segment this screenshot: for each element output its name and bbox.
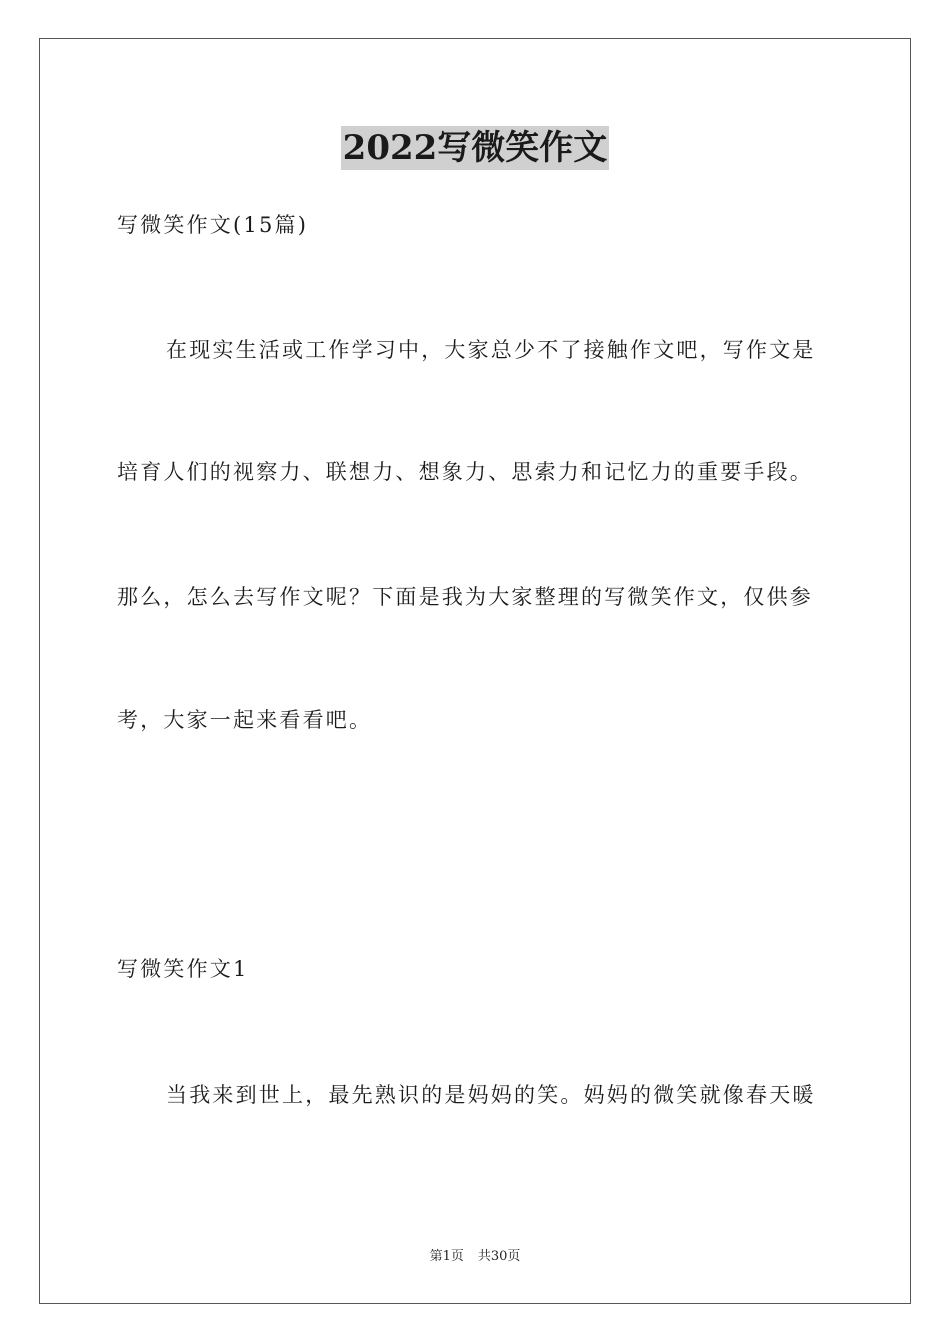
document-title: 2022写微笑作文	[342, 128, 608, 168]
page-footer	[0, 1248, 950, 1266]
section-heading: 写微笑作文1	[117, 957, 249, 981]
intro-line-1: 在现实生活或工作学习中，大家总少不了接触作文吧，写作文是	[166, 338, 816, 362]
intro-line-3: 那么，怎么去写作文呢？下面是我为大家整理的写微笑作文，仅供参	[117, 585, 813, 609]
document-subtitle: 写微笑作文(15篇)	[117, 213, 309, 237]
intro-line-4: 考，大家一起来看看吧。	[117, 708, 373, 732]
intro-line-2: 培育人们的视察力、联想力、想象力、思索力和记忆力的重要手段。	[117, 460, 813, 484]
section-first-line: 当我来到世上，最先熟识的是妈妈的笑。妈妈的微笑就像春天暖	[166, 1083, 816, 1107]
title-container	[0, 126, 950, 170]
page-number-current: 第1页	[429, 1249, 464, 1264]
page-number-total: 共30页	[477, 1249, 521, 1264]
